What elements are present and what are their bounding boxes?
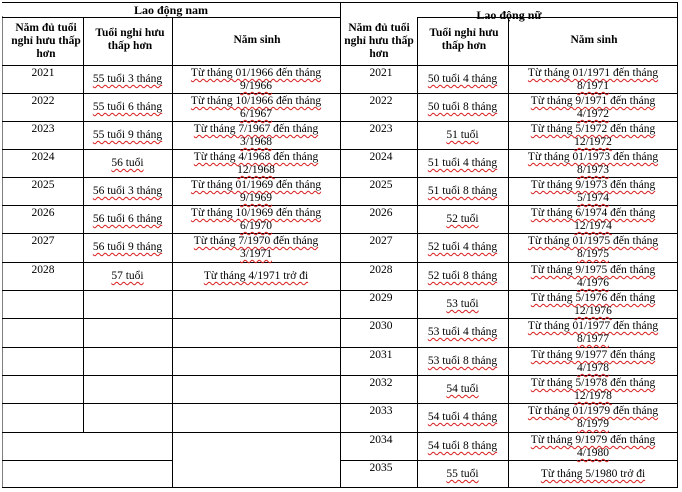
male-birth-cell: Từ tháng 4/1971 trở đi	[203, 270, 309, 282]
male-birth-cell: Từ tháng 01/1969 đến tháng 9/1969	[190, 179, 322, 204]
female-birth-cell: Từ tháng 5/1972 đến tháng 12/1972	[530, 123, 656, 148]
male-header-birth: Năm sinh	[233, 34, 281, 46]
male-age-cell: 56 tuổi	[111, 157, 144, 169]
female-birth-cell: Từ tháng 01/1977 đến tháng 8/1977	[527, 320, 659, 345]
male-birth-cell: Từ tháng 7/1970 đến tháng 3/1971	[193, 235, 319, 260]
female-age-cell: 54 tuổi	[446, 383, 479, 395]
female-year-cell: 2033	[369, 405, 393, 417]
female-birth-cell: Từ tháng 5/1976 đến tháng 12/1976	[530, 292, 656, 317]
female-year-cell: 2035	[369, 462, 393, 474]
male-age-cell: 56 tuổi 3 tháng	[92, 185, 163, 197]
female-header-year: Năm đủ tuổi nghỉ hưu thấp hơn	[344, 22, 414, 60]
female-year-cell: 2021	[369, 67, 393, 79]
female-age-cell: 54 tuổi 4 tháng	[427, 411, 498, 423]
male-age-cell: 55 tuổi 9 tháng	[92, 129, 163, 141]
male-birth-cell: Từ tháng 10/1969 đến tháng 6/1970	[190, 207, 322, 232]
male-age-cell: 56 tuổi 6 tháng	[92, 213, 163, 225]
female-age-cell: 52 tuổi 4 tháng	[427, 241, 498, 253]
female-year-cell: 2024	[369, 151, 393, 163]
female-age-cell: 50 tuổi 4 tháng	[427, 73, 498, 85]
female-age-cell: 52 tuổi 8 tháng	[427, 270, 498, 282]
female-age-cell: 55 tuổi	[446, 468, 479, 480]
male-birth-cell: Từ tháng 7/1967 đến tháng 3/1968	[193, 123, 319, 148]
female-year-cell: 2027	[369, 235, 393, 247]
female-birth-cell: Từ tháng 9/1977 đến tháng 4/1978	[530, 349, 656, 374]
female-birth-cell: Từ tháng 01/1975 đến tháng 8/1975	[527, 235, 659, 260]
female-birth-cell: Từ tháng 01/1971 đến tháng 8/1971	[527, 67, 659, 92]
male-year-cell: 2024	[31, 151, 55, 163]
female-age-cell: 53 tuổi 8 tháng	[427, 355, 498, 367]
female-birth-cell: Từ tháng 01/1973 đến tháng 8/1973	[527, 151, 659, 176]
female-year-cell: 2031	[369, 349, 393, 361]
female-age-cell: 51 tuổi 4 tháng	[427, 157, 498, 169]
female-birth-cell: Từ tháng 9/1979 đến tháng 4/1980	[530, 434, 656, 459]
female-year-cell: 2030	[369, 320, 393, 332]
female-year-cell: 2022	[369, 95, 393, 107]
female-year-cell: 2025	[369, 179, 393, 191]
male-year-cell: 2023	[31, 123, 55, 135]
male-year-cell: 2027	[31, 235, 55, 247]
female-birth-cell: Từ tháng 9/1971 đến tháng 4/1972	[530, 95, 656, 120]
female-birth-cell: Từ tháng 01/1979 đến tháng 8/1979	[527, 405, 659, 430]
female-age-cell: 51 tuổi	[446, 129, 479, 141]
male-age-cell: 55 tuổi 3 tháng	[92, 73, 163, 85]
female-age-cell: 51 tuổi 8 tháng	[427, 185, 498, 197]
female-group-header: Lao động nữ	[476, 8, 542, 22]
female-birth-cell: Từ tháng 5/1978 đến tháng 12/1978	[530, 377, 656, 402]
female-birth-cell: Từ tháng 9/1973 đến tháng 5/1974	[530, 179, 656, 204]
female-birth-cell: Từ tháng 9/1975 đến tháng 4/1976	[530, 264, 656, 289]
male-birth-cell: Từ tháng 4/1968 đến tháng 12/1968	[193, 151, 319, 176]
female-birth-cell: Từ tháng 5/1980 trở đi	[540, 468, 646, 480]
female-age-cell: 52 tuổi	[446, 213, 479, 225]
female-age-cell: 53 tuổi 4 tháng	[427, 326, 498, 338]
female-age-cell: 54 tuổi 8 tháng	[427, 440, 498, 452]
male-group-header: Lao động nam	[133, 3, 209, 17]
male-age-cell: 56 tuổi 9 tháng	[92, 241, 163, 253]
female-year-cell: 2023	[369, 123, 393, 135]
male-header-age: Tuổi nghỉ hưu thấp hơn	[95, 27, 165, 52]
retirement-age-table	[2, 2, 678, 488]
male-age-cell: 57 tuổi	[111, 270, 144, 282]
female-year-cell: 2028	[369, 264, 393, 276]
male-header-year: Năm đủ tuổi nghỉ hưu thấp hơn	[11, 22, 81, 60]
male-birth-cell: Từ tháng 10/1966 đến tháng 6/1967	[190, 95, 322, 120]
male-age-cell: 55 tuổi 6 tháng	[92, 101, 163, 113]
male-year-cell: 2025	[31, 179, 55, 191]
male-year-cell: 2021	[31, 67, 55, 79]
female-year-cell: 2029	[369, 292, 393, 304]
female-header-age: Tuổi nghỉ hưu thấp hơn	[429, 27, 499, 52]
male-year-cell: 2028	[31, 264, 55, 276]
female-header-birth: Năm sinh	[570, 34, 618, 46]
female-birth-cell: Từ tháng 6/1974 đến tháng 12/1974	[530, 207, 656, 232]
male-birth-cell: Từ tháng 01/1966 đến tháng 9/1966	[190, 67, 322, 92]
male-year-cell: 2026	[31, 207, 55, 219]
female-year-cell: 2032	[369, 377, 393, 389]
female-age-cell: 50 tuổi 8 tháng	[427, 101, 498, 113]
female-age-cell: 53 tuổi	[446, 298, 479, 310]
female-year-cell: 2026	[369, 207, 393, 219]
female-year-cell: 2034	[369, 434, 393, 446]
male-year-cell: 2022	[31, 95, 55, 107]
